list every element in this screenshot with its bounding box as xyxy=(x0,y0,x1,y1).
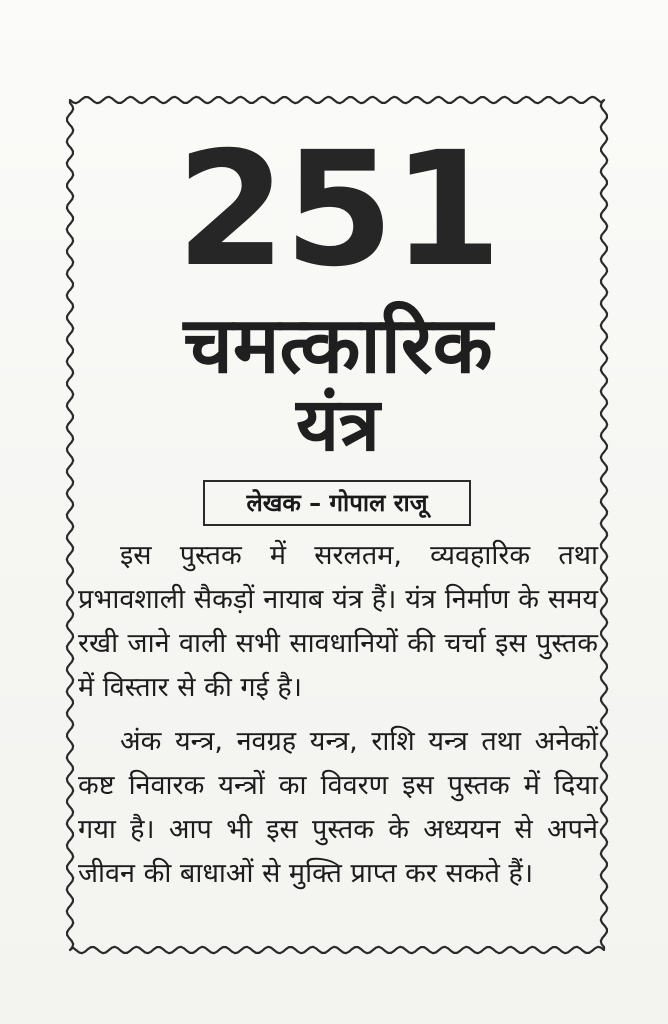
title-number: 251 xyxy=(176,118,500,302)
description-paragraph: इस पुस्तक में सरलतम, व्यवहारिक तथा प्रभावशाली सैकड़ों नायाब यंत्र हैं। यंत्र निर्माण के समय रखी जाने वाली सभी सावधानियों की चर्चा इस पुस्तक में विस्तार से की गई है। xyxy=(78,540,598,703)
description-paragraph: अंक यन्त्र, नवग्रह यन्त्र, राशि यन्त्र तथा अनेकों कष्ट निवारक यन्त्रों का विवरण इस पुस्तक में दिया गया है। आप भी इस पुस्तक के अध्ययन से अपने जीवन की बाधाओं से मुक्ति प्राप्त कर सकते हैं। xyxy=(78,726,598,889)
author-label: लेखक – गोपाल राजू xyxy=(203,480,471,526)
book-title: चमत्कारिक xyxy=(183,301,493,391)
page-content xyxy=(78,110,598,940)
book-subtitle: यंत्र xyxy=(296,382,380,468)
